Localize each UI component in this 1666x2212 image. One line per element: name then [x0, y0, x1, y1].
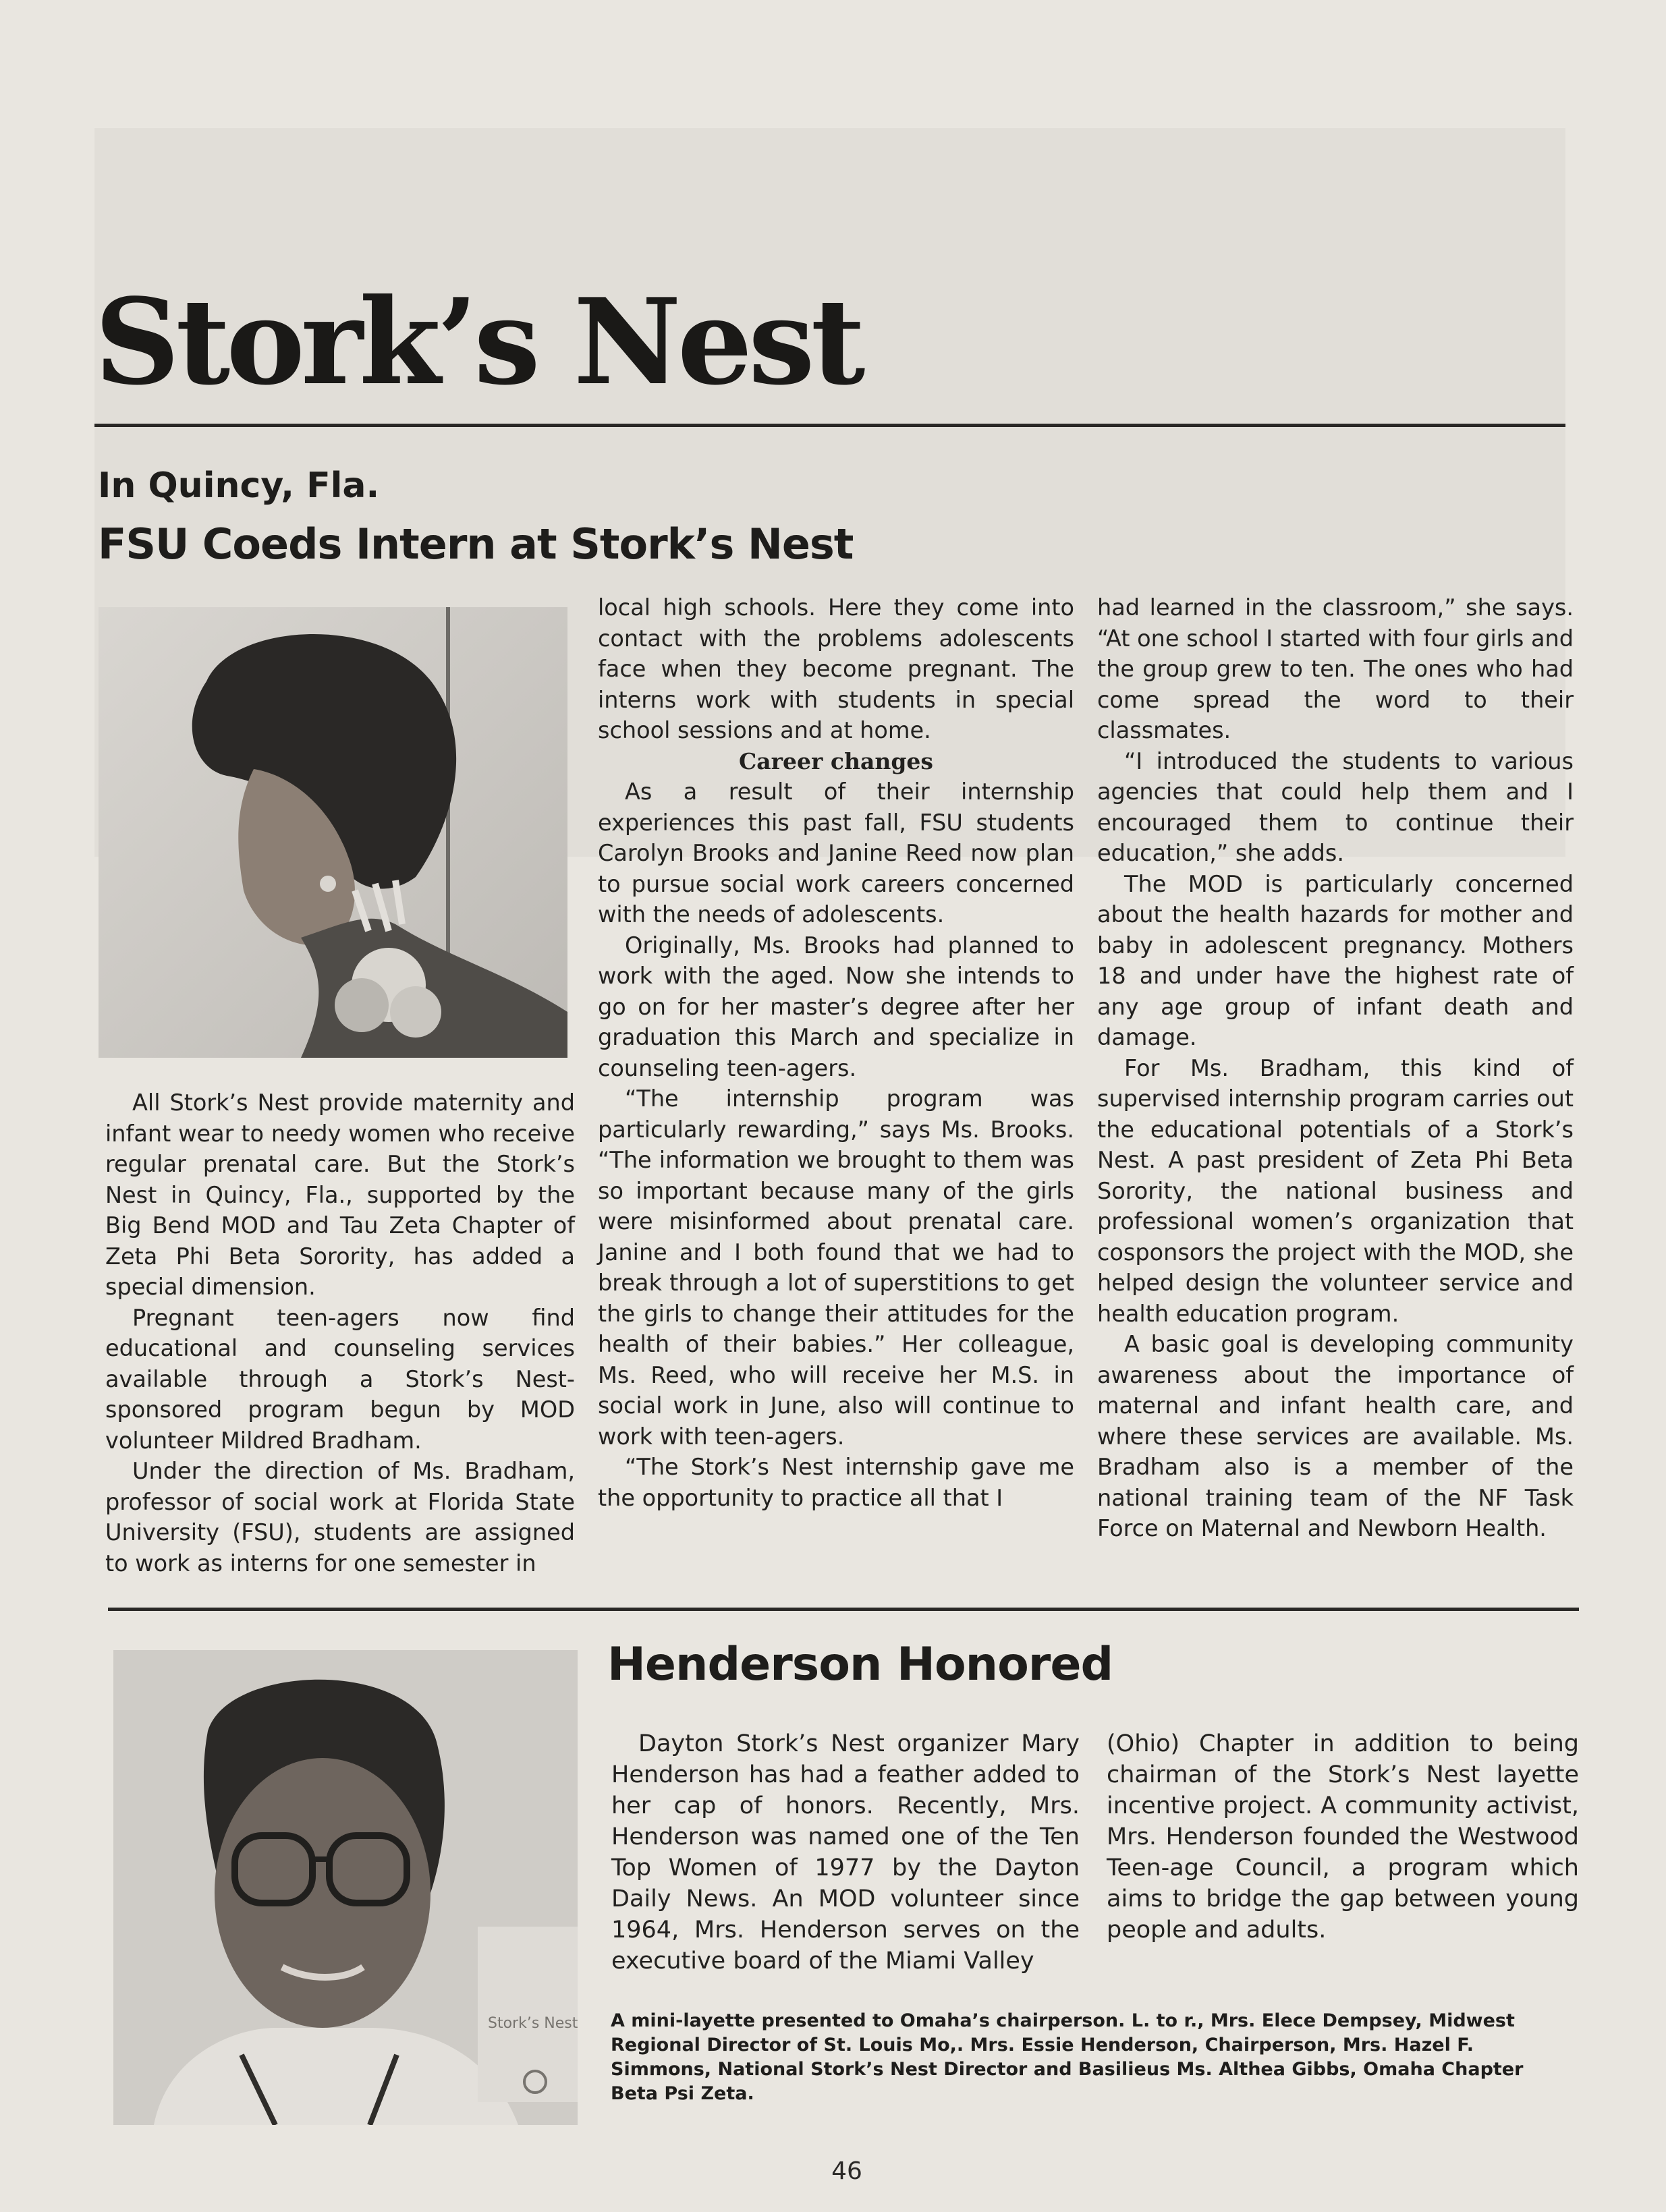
masthead-rule	[94, 424, 1565, 427]
article1-col1-paragraph: All Stork’s Nest provide maternity and infant wear to needy women who receive regular prenatal care. But the Stork’s Nest in Quincy, Fla., supported by the Big Bend MOD and Tau Zeta Chapter of Zeta Phi Beta Sorority, has added a special dimension.	[105, 1089, 575, 1300]
article1-column-3	[1097, 592, 1574, 1544]
article1-col2-paragraph: As a result of their internship experiences this past fall, FSU students Carolyn Brooks and Janine Reed now plan to pursue social work careers concerned with the needs of adolescents.	[598, 778, 1074, 928]
article1-col3-paragraph: “I introduced the students to various agencies that could help them and I encouraged them to continue their education,” she adds.	[1097, 747, 1574, 866]
article1-column-1	[105, 1087, 575, 1579]
photo-caption: A mini-layette presented to Omaha’s chairperson. L. to r., Mrs. Elece Dempsey, Midwest Regional Director of St. Louis Mo,. Mrs. Essie Henderson, Chairperson, Mrs. Hazel F. Simmons, National Stork’s Nest Director and Basilieus Ms. Althea Gibbs, Omaha Chapter Beta Psi Zeta.	[611, 2010, 1524, 2104]
article1-col3-lead: had learned in the classroom,” she says. “At one school I started with four girls and the group grew to ten. The ones who had come spread the word to their classmates.	[1097, 594, 1574, 743]
article1-col1-paragraph: Pregnant teen-agers now find educational and counseling services available through a Stork’s Nest-sponsored program begun by MOD volunteer Mildred Bradham.	[105, 1304, 575, 1454]
photo-mary-henderson	[113, 1650, 578, 2125]
article1-subhead: Career changes	[738, 747, 933, 774]
article2-paragraph: (Ohio) Chapter in addition to being chairman of the Stork’s Nest layette incentive project. A community activist, Mrs. Henderson founded the Westwood Teen-age Council, a program which aims to bridge the gap between young people and adults.	[1107, 1730, 1579, 1944]
photo-mildred-bradham	[99, 607, 567, 1058]
article1-col3-paragraph: The MOD is particularly concerned about the health hazards for mother and baby in adolescent pregnancy. Mothers 18 and under have the highest rate of any age group of infant death and damage.	[1097, 870, 1574, 1050]
article-kicker: In Quincy, Fla.	[98, 465, 380, 506]
photo-sign-text: Stork’s Nest	[488, 2015, 578, 2032]
article1-col2-paragraph: Originally, Ms. Brooks had planned to work with the aged. Now she intends to go on for her master’s degree after her graduation this March and specialize in counseling teen-agers.	[598, 932, 1074, 1081]
article-headline: FSU Coeds Intern at Stork’s Nest	[98, 519, 854, 569]
masthead-title: Stork’s Nest	[94, 273, 862, 412]
article2-headline: Henderson Honored	[607, 1638, 1113, 1691]
article1-col3-paragraph: A basic goal is developing community awareness about the importance of maternal and infant health care, and where these services are available. Ms. Bradham also is a member of the national training team of the NF Task Force on Maternal and Newborn Health.	[1097, 1331, 1574, 1541]
article2-column-1	[611, 1728, 1080, 1977]
article1-col2-lead: local high schools. Here they come into contact with the problems adolescents face when they become pregnant. The interns work with students in special school sessions and at home.	[598, 594, 1074, 743]
article2-paragraph: Dayton Stork’s Nest organizer Mary Henderson has had a feather added to her cap of honors. Recently, Mrs. Henderson was named one of the Ten Top Women of 1977 by the Dayton Daily News. An MOD volunteer since 1964, Mrs. Henderson serves on the executive board of the Miami Valley	[611, 1730, 1080, 1975]
section-rule	[108, 1608, 1579, 1611]
article1-col1-paragraph: Under the direction of Ms. Bradham, professor of social work at Florida State University (FSU), students are assigned to work as interns for one semester in	[105, 1458, 575, 1577]
article1-col2-paragraph: “The Stork’s Nest internship gave me the opportunity to practice all that I	[598, 1454, 1074, 1511]
portrait-illustration	[99, 607, 567, 1058]
article1-col3-paragraph: For Ms. Bradham, this kind of supervised internship program carries out the educational potentials of a Stork’s Nest. A past president of Zeta Phi Beta Sorority, the national business and professional women’s organization that cosponsors the project with the MOD, she helped design the volunteer service and health education program.	[1097, 1054, 1574, 1327]
article1-col2-paragraph: “The internship program was particularly rewarding,” says Ms. Brooks. “The information we brought to them was so important because many of the girls were misinformed about prenatal care. Janine and I both found that we had to break through a lot of superstitions to get the girls to change their attitudes for the health of their babies.” Her colleague, Ms. Reed, who will receive her M.S. in social work in June, also will continue to work with teen-agers.	[598, 1085, 1074, 1450]
article2-column-2	[1107, 1728, 1579, 1946]
portrait-illustration	[113, 1650, 578, 2125]
article1-column-2	[598, 592, 1074, 1513]
page-number: 46	[831, 2157, 862, 2185]
